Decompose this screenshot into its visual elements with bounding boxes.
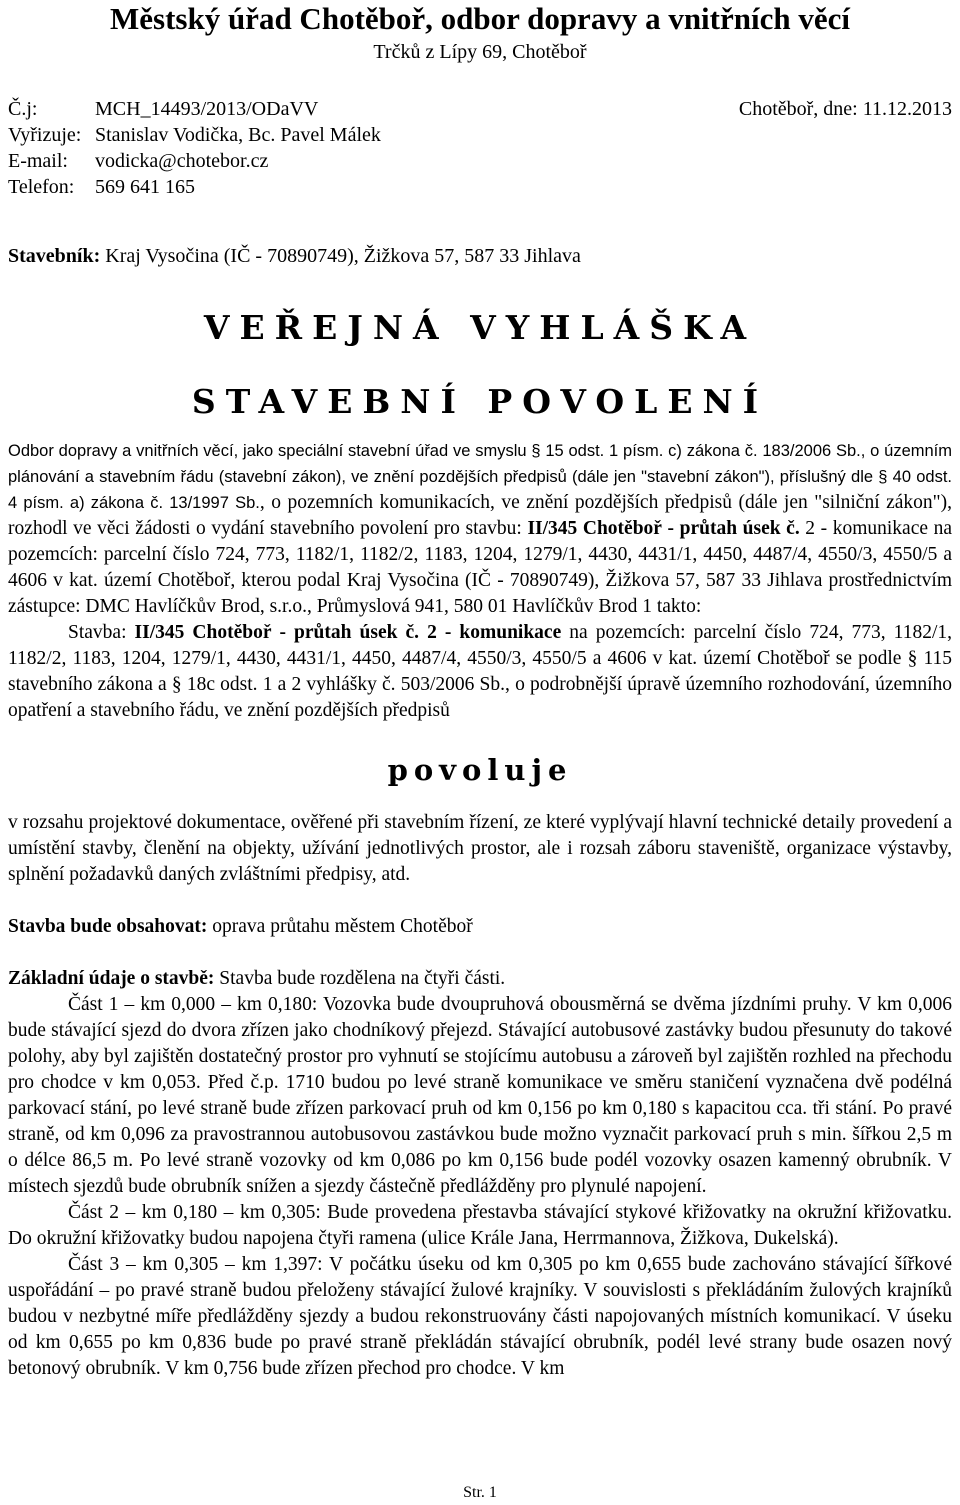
- intro-p2a: , o pozemních komunikacích, ve znění pozdějších předpisů (dále jen "silniční zákon"), rozhodl ve věci žádosti o vydání stavebního povolení pro stavbu:: [8, 492, 952, 539]
- zakladni-label: Základní údaje o stavbě:: [8, 968, 215, 989]
- builder-value: Kraj Vysočina (IČ - 70890749), Žižkova 57, 587 33 Jihlava: [105, 245, 581, 267]
- cast-1-paragraph: Část 1 – km 0,000 – km 0,180: Vozovka bude dvoupruhová obousměrná se dvěma jízdními pruhy. V km 0,006 bude stávající sjezd do dvora zřízen jako chodníkový přejezd. Stávající autobusové zastávky budou přesunuty do takové polohy, aby byl zajištěn dostatečný prostor pro vyhnutí se stojícímu autobusu a zároveň byl zajištěn rozhled na přechodu pro chodce v km 0,053. Před č.p. 1710 budou po levé straně komunikace ve směru staničení vyznačena dvě podélná parkovací stání, po levé straně bude zřízen parkovací pruh od km 0,156 po km 0,180 s kapacitou cca. tři stání. Po pravé straně, od km 0,096 za pravostrannou autobusovou zastávkou bude možno vyznačit parkovací pruh s min. šířkou 2,5 m o délce 86,5 m. Po levé straně vozovky od km 0,086 po km 0,156 bude podél vozovky osazen kamenný obrubník. V místech sjezdů bude obrubník snížen a sjezdy částečně předlážděny pro plynulé napojení.: [8, 994, 952, 1197]
- heading-verejna-vyhlaska: VEŘEJNÁ VYHLÁŠKA: [203, 308, 757, 347]
- document-meta: [8, 96, 952, 200]
- cast-2-paragraph: Část 2 – km 0,180 – km 0,305: Bude provedena přestavba stávající stykové křižovatky na okružní křižovatku. Do okružní křižovatky budou napojena čtyři ramena (ulice Krále Jana, Herrmannova, Žižkova, Dukelská).: [8, 1202, 952, 1249]
- vyrizuje-value: Stanislav Vodička, Bc. Pavel Málek: [95, 124, 381, 146]
- intro-p2c: 2 - komunikace na pozemcích: parcelní číslo 724, 773, 1182/1, 1182/2, 1183, 1204, 1279/1, 4430, 4431/1, 4450, 4487/4, 4550/3, 4550/5 a 4606 v kat. území Chotěboř, kterou podal Kraj Vysočina (IČ - 70890749), Žižkova 57, 587 33 Jihlava prostřednictvím zástupce: DMC Havlíčkův Brod, s.r.o., Průmyslová 941, 580 01 Havlíčkův Brod 1 takto:: [8, 518, 953, 617]
- document-date: Chotěboř, dne: 11.12.2013: [738, 98, 952, 120]
- stavba-text: na pozemcích: parcelní číslo 724, 773, 1182/1, 1182/2, 1183, 1204, 1279/1, 4430, 4431/1, 4450, 4487/4, 4550/3, 4550/5 a 4606 v kat. území Chotěboř se podle § 115 stavebního zákona a § 18c odst. 1 a 2 vyhlášky č. 503/2006 Sb., o podrobnější úpravě územního rozhodování, územního opatření a stavebního řádu, ve znění pozdějších předpisů: [8, 622, 952, 721]
- rozsah-paragraph: v rozsahu projektové dokumentace, ověřené při stavebním řízení, ze které vyplývají hlavní technické detaily provedení a umístění stavby, členění na objekty, užívání jednotlivých prostor, ale i rozsah záboru staveniště, organizace výstavby, splnění požadavků daných zvláštními předpisy, atd.: [8, 812, 952, 885]
- builder-label: Stavebník:: [8, 245, 101, 267]
- email-value: vodicka@chotebor.cz: [95, 150, 269, 172]
- intro-p2b: II/345 Chotěboř - průtah úsek č.: [527, 518, 800, 539]
- phone-value: 569 641 165: [95, 176, 195, 198]
- email-label: E-mail:: [8, 150, 68, 172]
- meta-cj-row: [8, 96, 952, 122]
- vyrizuje-label: Vyřizuje:: [8, 124, 82, 146]
- meta-email-row: [8, 148, 952, 174]
- page-number: Str. 1: [463, 1484, 497, 1501]
- heading-povoluje: povoluje: [387, 753, 573, 787]
- spacer: [8, 940, 952, 966]
- stavba-name: II/345 Chotěboř - průtah úsek č. 2 - komunikace: [134, 622, 562, 643]
- obsahovat-label: Stavba bude obsahovat:: [8, 916, 208, 937]
- cj-value: MCH_14493/2013/ODaVV: [95, 98, 319, 120]
- zakladni-paragraph: [8, 966, 952, 992]
- office-title: Městský úřad Chotěboř, odbor dopravy a vnitřních věcí: [109, 1, 850, 36]
- zakladni-value: Stavba bude rozdělena na čtyři části.: [214, 968, 506, 989]
- meta-vyrizuje-row: [8, 122, 952, 148]
- heading-stavebni-povoleni: STAVEBNÍ POVOLENÍ: [191, 382, 769, 421]
- obsahovat-value: oprava průtahu městem Chotěboř: [207, 916, 473, 937]
- stavba-paragraph: [8, 620, 952, 724]
- meta-phone-row: [8, 174, 952, 200]
- intro-paragraph-1: [8, 438, 952, 620]
- builder-line: [8, 242, 952, 270]
- cj-label: Č.j:: [8, 98, 38, 120]
- phone-label: Telefon:: [8, 176, 75, 198]
- cast-3-paragraph: Část 3 – km 0,305 – km 1,397: V počátku úseku od km 0,305 po km 0,655 bude zachováno stávající šířkové uspořádání – po pravé straně budou přeloženy stávající žulové krajníky. V souvislosti s překládáním žulových krajníků budou v nezbytné míře předlážděny sjezdy a budou rekonstruovány části napojovaných místních komunikací. V úseku od km 0,655 po km 0,836 bude po pravé straně překládán stávající obrubník, podél levé strany bude osazen nový betonový obrubník. V km 0,756 bude zřízen přechod pro chodce. V km: [8, 1254, 952, 1379]
- obsahovat-paragraph: [8, 914, 952, 940]
- intro-p1-text: Odbor dopravy a vnitřních věcí, jako speciální stavební úřad ve smyslu § 15 odst. 1 písm. c) zákona č. 183/2006 Sb., o územním plánování a stavebním řádu (stavební zákon), ve znění pozdějších předpisů (dále jen "stavební zákon"), příslušný dle § 40 odst. 4 písm. a) zákona č. 13/1997 Sb.: [8, 442, 952, 512]
- spacer: [8, 888, 952, 914]
- office-address: Trčků z Lípy 69, Chotěboř: [373, 41, 587, 63]
- stavba-label: Stavba:: [68, 622, 135, 643]
